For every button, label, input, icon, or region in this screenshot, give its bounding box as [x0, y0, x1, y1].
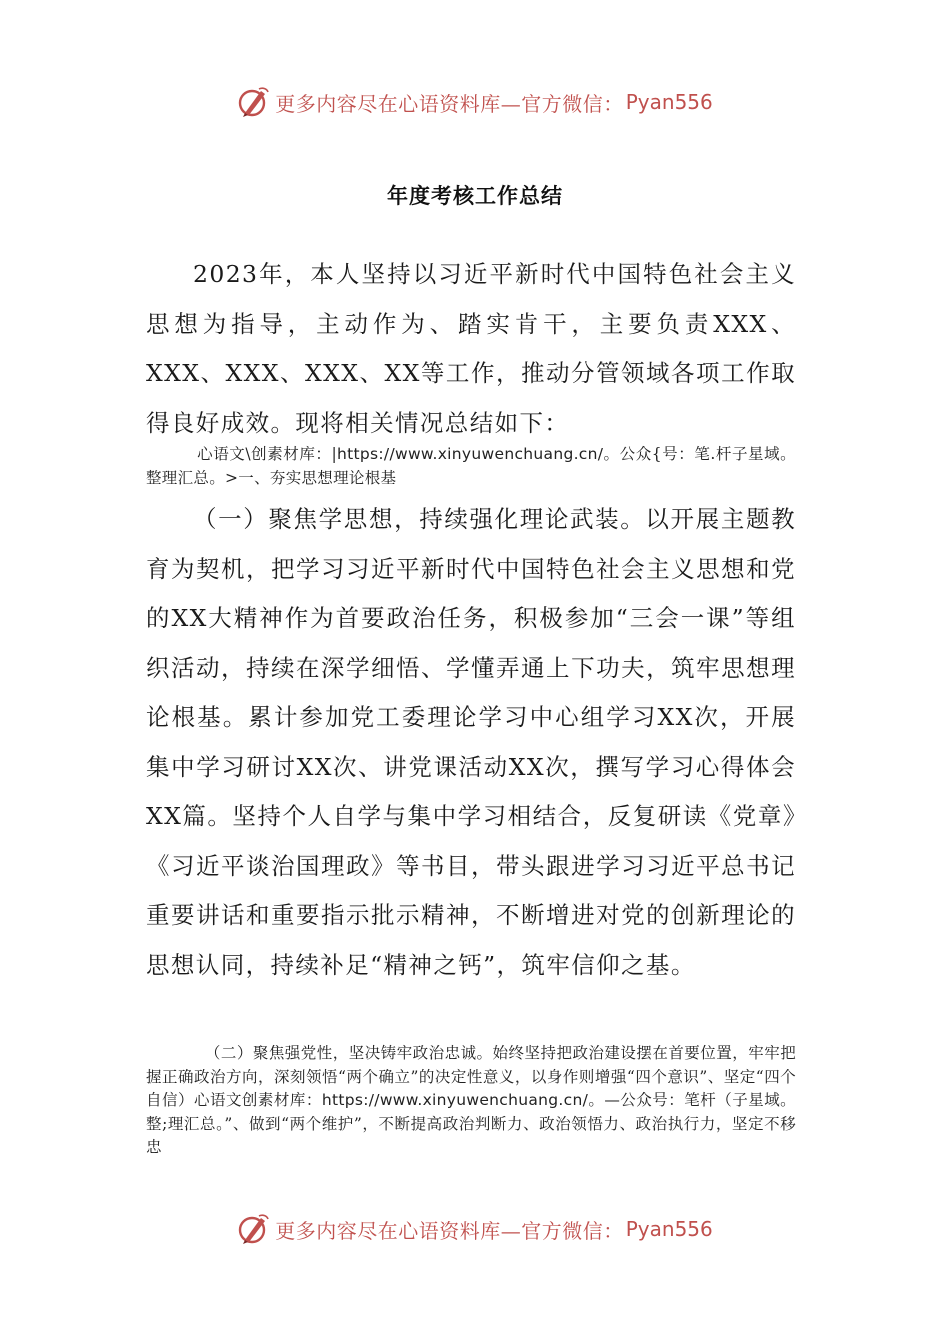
section-2-suffix: 。—公众号：笔杆（子星域。整;理汇总。”、做到“两个维护”，不断提高政治判断力、政治领悟力、政治执行力，坚定不移忠 [146, 1091, 796, 1156]
pen-logo-icon [237, 85, 271, 119]
document-title: 年度考核工作总结 [387, 184, 563, 208]
section-2-text: （二）聚焦强党性，坚决铸牢政治忠诚。始终坚持把政治建设摆在首要位置，牢牢把握正确政治方向，深刻领悟“两个确立”的决定性意义，以身作则增强“四个意识”、坚定“四个自信）心语文创素材库： [146, 1044, 796, 1109]
footer-banner [0, 1209, 950, 1249]
header-banner [0, 82, 950, 122]
banner-wechat-id: Pyan556 [625, 1217, 713, 1241]
paragraph-section-2 [146, 1042, 796, 1160]
pen-logo-icon [237, 1212, 271, 1246]
paragraph-section-1: （一）聚焦学思想，持续强化理论武装。以开展主题教育为契机，把学习习近平新时代中国特色社会主义思想和党的XX大精神作为首要政治任务，积极参加“三会一课”等组织活动，持续在深学细悟、学懂弄通上下功夫，筑牢思想理论根基。累计参加党工委理论学习中心组学习XX次，开展集中学习研讨XX次、讲党课活动XX次，撰写学习心得体会XX篇。坚持个人自学与集中学习相结合，反复研读《党章》《习近平谈治国理政》等书目，带头跟进学习习近平总书记重要讲话和重要指示批示精神，不断增进对党的创新理论的思想认同，持续补足“精神之钙”，筑牢信仰之基。 [146, 505, 796, 979]
note-prefix: 心语文\创素材库：| [197, 445, 338, 463]
section-2-link[interactable]: https://www.xinyuwenchuang.cn/ [321, 1091, 589, 1109]
banner-wechat-id: Pyan556 [625, 90, 713, 114]
paragraph-watermark-note [146, 443, 796, 490]
note-suffix: 。公众{号：笔.杆子星域。整理汇总。>一、夯实思想理论根基 [146, 445, 796, 487]
banner-text: 更多内容尽在心语资料库—官方微信： [275, 91, 624, 116]
note-link[interactable]: https://www.xinyuwenchuang.cn/ [337, 445, 604, 463]
paragraph-intro: 2023年，本人坚持以习近平新时代中国特色社会主义思想为指导，主动作为、踏实肯干，主要负责XXX、XXX、XXX、XXX、XX等工作，推动分管领域各项工作取得良好成效。现将相关情况总结如下： [146, 260, 796, 437]
banner-text: 更多内容尽在心语资料库—官方微信： [275, 1218, 624, 1243]
